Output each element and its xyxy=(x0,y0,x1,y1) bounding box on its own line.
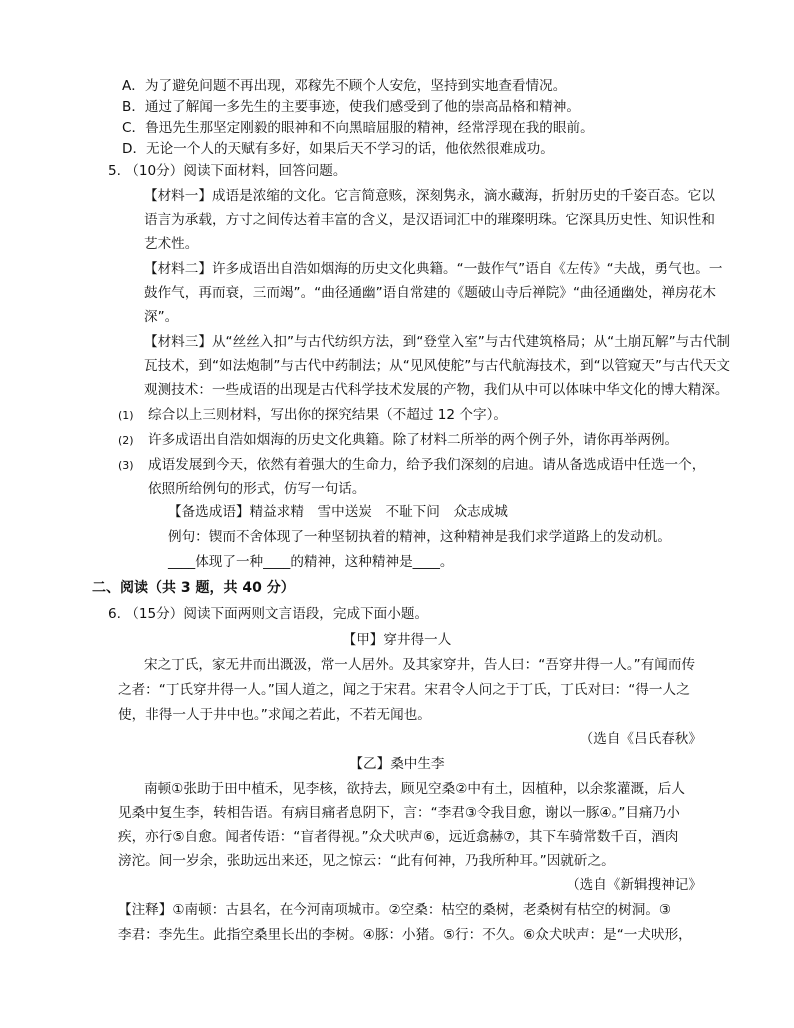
passage-yi-line: 见桑中复生李，转相告语。有病目痛者息阴下，言：“李君③令我目愈，谢以一豚④。”目痛乃小 xyxy=(118,805,680,821)
fill-blank-line: ____体现了一种____的精神，这种精神是____。 xyxy=(168,554,454,570)
question-5-title: 5. （10分）阅读下面材料，回答问题。 xyxy=(108,163,347,179)
annotation-line: 【注释】①南顿：古县名，在今河南项城市。②空桑：枯空的桑树，老桑树有枯空的树洞。③ xyxy=(118,902,672,918)
subquestion-1 xyxy=(118,405,507,426)
passage-yi-title: 【乙】桑中生李 xyxy=(349,756,445,772)
material-2-line: 深”。 xyxy=(144,309,179,325)
passage-jia-line: 宋之丁氏，家无井而出溉汲，常一人居外。及其家穿井，告人曰：“吾穿井得一人。”有闻而传 xyxy=(144,657,696,673)
subquestion-text: 许多成语出自浩如烟海的历史文化典籍。除了材料二所举的两个例子外，请你再举两例。 xyxy=(148,432,679,448)
option-c: C．鲁迅先生那坚定刚毅的眼神和不向黑暗屈服的精神，经常浮现在我的眼前。 xyxy=(122,120,594,136)
option-b: B．通过了解闻一多先生的主要事迹，使我们感受到了他的崇高品格和精神。 xyxy=(122,99,580,115)
passage-jia-source: （选自《吕氏春秋》 xyxy=(579,731,702,747)
passage-yi-line: 疾，亦行⑤自愈。闻者传语：“盲者得视。”众犬吠声⑥，远近翕赫⑦，其下车骑常数千百，酒肉 xyxy=(118,829,679,845)
material-3-line: 观测技术：一些成语的出现是古代科学技术发展的产物，我们从中可以体味中华文化的博大精深。 xyxy=(144,382,729,398)
option-a: A．为了避免问题不再出现，邓稼先不顾个人安危，坚持到实地查看情况。 xyxy=(122,78,567,94)
example-sentence: 例句：锲而不舍体现了一种坚韧执着的精神，这种精神是我们求学道路上的发动机。 xyxy=(168,529,671,545)
passage-yi-source: （选自《新辑搜神记》 xyxy=(566,877,702,893)
passage-yi-line: 南顿①张助于田中植禾，见李核，欲持去，顾见空桑②中有土，因植种，以余浆灌溉，后人 xyxy=(144,781,685,797)
subquestion-number: (3) xyxy=(118,459,134,472)
subquestion-number: (2) xyxy=(118,434,134,447)
subquestion-2 xyxy=(118,430,678,451)
subquestion-text: 综合以上三则材料，写出你的探究结果（不超过 12 个字）。 xyxy=(148,407,507,423)
material-2-line: 【材料二】许多成语出自浩如烟海的历史文化典籍。“一鼓作气”语自《左传》“夫战，勇气也。一 xyxy=(144,261,723,277)
subquestion-number: (1) xyxy=(118,409,134,422)
material-3-line: 【材料三】从“丝丝入扣”与古代纺织方法，到“登堂入室”与古代建筑格局；从“土崩瓦解”与古代制 xyxy=(144,334,731,350)
option-d: D．无论一个人的天赋有多好，如果后天不学习的话，他依然很难成功。 xyxy=(122,141,554,157)
subquestion-text: 成语发展到今天，依然有着强大的生命力，给予我们深刻的启迪。请从备选成语中任选一个， xyxy=(148,457,706,473)
passage-jia-line: 之者：“丁氏穿井得一人。”国人道之，闻之于宋君。宋君令人问之于丁氏，丁氏对曰：“得一人之 xyxy=(118,682,690,698)
question-6-title: 6. （15分）阅读下面两则文言语段，完成下面小题。 xyxy=(108,606,429,622)
material-2-line: 鼓作气，再而衰，三而竭”。“曲径通幽”语自常建的《题破山寺后禅院》“曲径通幽处，禅房花木 xyxy=(144,285,716,301)
subquestion-3 xyxy=(118,455,705,476)
passage-yi-line: 滂沱。间一岁余，张助远出来还，见之惊云：“此有何神，乃我所种耳。”因就斫之。 xyxy=(118,853,615,869)
subquestion-3-cont: 依照所给例句的形式，仿写一句话。 xyxy=(148,481,366,497)
annotation-line: 李君：李先生。此指空桑里长出的李树。④豚：小猪。⑤行：不久。⑥众犬吠声：是“一犬吠形， xyxy=(118,927,692,943)
candidate-idioms: 【备选成语】精益求精 雪中送炭 不耻下问 众志成城 xyxy=(168,504,508,520)
material-3-line: 瓦技术，到“如法炮制”与古代中药制法；从“见风使舵”与古代航海技术，到“以管窥天”与古代天文 xyxy=(144,358,731,374)
section-2-heading: 二、阅读（共 3 题，共 40 分） xyxy=(92,580,295,596)
passage-jia-line: 使，非得一人于井中也。”求闻之若此，不若无闻也。 xyxy=(118,707,431,723)
material-1-line: 艺术性。 xyxy=(144,236,199,252)
material-1-line: 语言为承载，方寸之间传达着丰富的含义，是汉语词汇中的璀璨明珠。它深具历史性、知识性和 xyxy=(144,212,715,228)
passage-jia-title: 【甲】穿井得一人 xyxy=(342,632,452,648)
material-1-line: 【材料一】成语是浓缩的文化。它言简意赅，深刻隽永，滴水藏海，折射历史的千姿百态。它以 xyxy=(144,188,715,204)
